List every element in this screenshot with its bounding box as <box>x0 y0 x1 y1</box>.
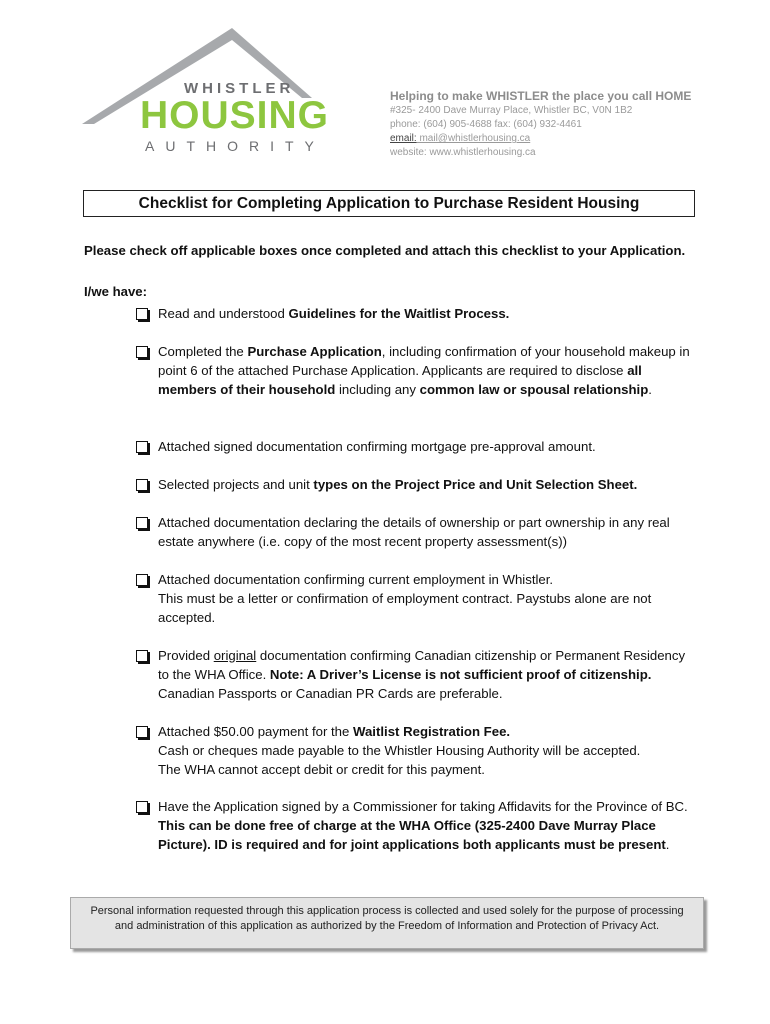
text-segment: documentation confirming Canadian citizenship or Permanent Residency to the WHA Office. <box>158 648 686 682</box>
text-segment: Provided <box>158 648 214 663</box>
text-segment: types on the Project Price and Unit Selection Sheet. <box>313 477 638 492</box>
text-segment: Note: A Driver’s License is not sufficient proof of citizenship. <box>269 667 652 682</box>
address: #325- 2400 Dave Murray Place, Whistler BC, V0N 1B2 <box>390 105 633 116</box>
text-segment: Cash or cheques made payable to the Whistler Housing Authority will be accepted. <box>158 743 641 758</box>
text-segment: Waitlist Registration Fee. <box>353 724 511 739</box>
text-segment: Attached documentation confirming current employment in Whistler. <box>158 572 554 587</box>
logo-authority: AUTHORITY <box>145 138 325 154</box>
checklist-item <box>136 437 696 456</box>
checkbox[interactable] <box>136 308 148 320</box>
text-segment: Attached $50.00 payment for the <box>158 724 354 739</box>
checklist-item <box>136 646 696 703</box>
tagline: Helping to make WHISTLER the place you call HOME <box>390 89 692 103</box>
intro-text: Please check off applicable boxes once completed and attach this checklist to your Application. <box>84 243 686 258</box>
checklist-item-text <box>158 304 696 323</box>
checkbox[interactable] <box>136 574 148 586</box>
text-segment: Completed the <box>158 344 248 359</box>
checklist-item <box>136 797 696 854</box>
privacy-footer <box>70 897 704 949</box>
text-segment: including any <box>335 382 420 397</box>
text-segment: Selected projects and unit <box>158 477 314 492</box>
iwe-heading: I/we have: <box>84 284 148 299</box>
title-box <box>83 190 695 217</box>
checkbox[interactable] <box>136 801 148 813</box>
checklist-item-text <box>158 342 696 399</box>
checklist-item <box>136 570 696 627</box>
checklist-item-text <box>158 570 696 627</box>
text-segment: Attached documentation declaring the details of ownership or part ownership in any real estate anywhere (i.e. copy of the most recent property assessment(s)) <box>158 515 670 549</box>
text-segment: common law or spousal relationship <box>419 382 649 397</box>
text-segment: Canadian Passports or Canadian PR Cards are preferable. <box>158 686 503 701</box>
page-title: Checklist for Completing Application to Purchase Resident Housing <box>138 195 640 212</box>
text-segment: Purchase Application <box>247 344 382 359</box>
checklist-item <box>136 722 696 779</box>
checkbox[interactable] <box>136 346 148 358</box>
text-segment: , including confirmation of your household makeup in point 6 of the attached Purchase Application. Applicants are required to disclose <box>158 344 690 378</box>
text-segment: This can be done free of charge at the WHA Office (325-2400 Dave Murray Place Picture). ID is required and for joint applications both applicants must be present <box>158 818 666 852</box>
checklist-item-text <box>158 513 696 551</box>
wha-logo <box>82 28 330 158</box>
text-segment: Read and understood <box>158 306 289 321</box>
text-segment: original <box>213 648 257 663</box>
phone: phone: (604) 905-4688 fax: (604) 932-4461 <box>390 119 582 130</box>
email-link[interactable]: mail@whistlerhousing.ca <box>416 133 531 144</box>
checklist-item <box>136 342 696 399</box>
checkbox[interactable] <box>136 726 148 738</box>
website[interactable]: website: www.whistlerhousing.ca <box>390 147 536 158</box>
checkbox[interactable] <box>136 517 148 529</box>
text-segment: . <box>648 382 652 397</box>
checklist-item-text <box>158 437 696 456</box>
checklist-item-text <box>158 722 696 779</box>
logo-whistler: WHISTLER <box>184 80 295 97</box>
checklist-item <box>136 304 696 323</box>
text-segment: Attached signed documentation confirming mortgage pre-approval amount. <box>158 439 596 454</box>
checklist-item-text <box>158 797 696 854</box>
contact-block <box>390 89 691 160</box>
checkbox[interactable] <box>136 441 148 453</box>
checkbox[interactable] <box>136 650 148 662</box>
checklist-item <box>136 513 696 551</box>
checklist-item <box>136 475 696 494</box>
privacy-text: Personal information requested through this application process is collected and used solely for the purpose of processing and administration of this application as authorized by the Freedom of Information and Protection of Privacy Act. <box>90 905 684 932</box>
checklist-item-text <box>158 475 696 494</box>
checklist-item-text <box>158 646 696 703</box>
email-label: email: <box>390 133 417 144</box>
logo-housing: HOUSING <box>140 94 330 137</box>
text-segment: The WHA cannot accept debit or credit for this payment. <box>158 762 485 777</box>
text-segment: This must be a letter or confirmation of employment contract. Paystubs alone are not accepted. <box>158 591 652 625</box>
text-segment: all members of their household <box>158 363 642 397</box>
text-segment: . <box>665 837 670 852</box>
email-line <box>390 132 691 146</box>
text-segment: Guidelines for the Waitlist Process. <box>288 306 510 321</box>
checkbox[interactable] <box>136 479 148 491</box>
text-segment: Have the Application signed by a Commissioner for taking Affidavits for the Province of BC. <box>158 799 688 814</box>
